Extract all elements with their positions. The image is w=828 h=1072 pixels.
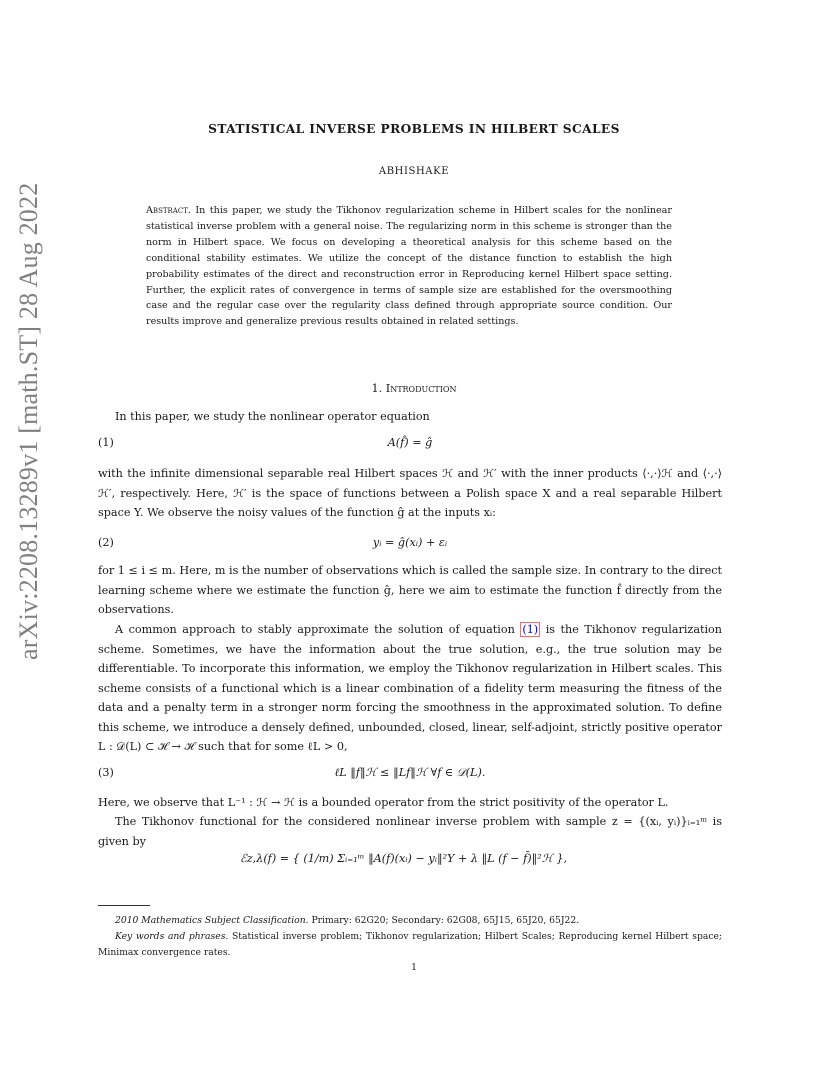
abstract bbox=[146, 203, 672, 330]
paragraph-4-rest: is the Tikhonov regularization scheme. Sometimes, we have the information about the true solution, e.g., the true solution may be differentiable. To incorporate this information, we employ the Tikhonov regularization in Hilbert scales. This scheme consists of a functional which is a linear combination of a fidelity term measuring the fitness of the data and a penalty term in a stronger norm forcing the smoothness in the approximated solution. To define this scheme, we introduce a densely defined, unbounded, closed, linear, self-adjoint, strictly positive operator L : 𝒟(L) ⊂ ℋ → ℋ such that for some ℓL > 0, bbox=[98, 623, 723, 753]
footnote-rule bbox=[98, 905, 150, 906]
paragraph-3: for 1 ≤ i ≤ m. Here, m is the number of observations which is called the sample size. In contrary to the direct learning scheme where we estimate the function ĝ, here we aim to estimate the function f̂ directly from the observations. bbox=[98, 564, 722, 616]
paragraph-4-start: A common approach to stably approximate the solution of equation bbox=[115, 623, 521, 636]
footnote-msc bbox=[98, 913, 722, 929]
paper-title: STATISTICAL INVERSE PROBLEMS IN HILBERT SCALES bbox=[208, 122, 620, 136]
equation-3-number: (3) bbox=[98, 766, 114, 779]
paragraph-2: with the infinite dimensional separable real Hilbert spaces ℋ and ℋ′ with the inner products ⟨·,·⟩ℋ and ⟨·,·⟩ℋ′, respectively. Here, ℋ′ is the space of functions between a Polish space X and a real separable Hilbert space Y. We observe the noisy values of the function ĝ at the inputs xᵢ: bbox=[98, 467, 722, 519]
equation-1: A(f̂) = ĝ bbox=[387, 436, 433, 449]
equation-3: ℓL ‖f‖ℋ ≤ ‖Lf‖ℋ ∀f ∈ 𝒟(L). bbox=[334, 766, 486, 779]
footnote-keywords-text: Statistical inverse problem; Tikhonov regularization; Hilbert Scales; Reproducing kernel Hilbert space; Minimax convergence rates. bbox=[98, 931, 722, 958]
footnote-keywords bbox=[98, 929, 722, 960]
arxiv-id: arXiv:2208.13289v1 [math.ST] 28 Aug 2022 bbox=[14, 182, 43, 660]
abstract-label: Abstract. bbox=[146, 205, 191, 216]
equation-1-link[interactable]: (1) bbox=[522, 623, 539, 636]
paragraph-6: The Tikhonov functional for the considered nonlinear inverse problem with sample z = {(xᵢ, yᵢ)}ᵢ₌₁ᵐ is given by bbox=[98, 815, 722, 848]
footnote-msc-label: 2010 Mathematics Subject Classification. bbox=[115, 915, 309, 926]
arxiv-sidebar-stamp bbox=[14, 182, 43, 680]
equation-4-tikhonov-functional: ℰz,λ(f) = { (1/m) Σᵢ₌₁ᵐ ‖A(f)(xᵢ) − yᵢ‖²Y + λ ‖L (f − f̄)‖²ℋ }, bbox=[240, 852, 568, 865]
equation-2: yᵢ = ĝ(xᵢ) + εᵢ bbox=[372, 536, 448, 549]
section-heading bbox=[0, 382, 828, 395]
abstract-text: In this paper, we study the Tikhonov regularization scheme in Hilbert scales for the nonlinear statistical inverse problem with a general noise. The regularizing norm in this scheme is stronger than the norm in Hilbert space. We focus on developing a theoretical analysis for this scheme based on the conditional stability estimates. We utilize the concept of the distance function to establish the high probability estimates of the direct and reconstruction error in Reproducing kernel Hilbert space setting. Further, the explicit rates of convergence in terms of sample size are established for the oversmoothing case and the regular case over the regularity class defined through appropriate source condition. Our results improve and generalize previous results obtained in related settings. bbox=[146, 205, 672, 328]
section-title: Introduction bbox=[385, 382, 457, 395]
paragraph-4 bbox=[98, 620, 722, 757]
section-number: 1. bbox=[371, 382, 383, 395]
paragraph-1: In this paper, we study the nonlinear operator equation bbox=[115, 410, 430, 423]
paper-author: ABHISHAKE bbox=[378, 166, 450, 177]
page-number: 1 bbox=[411, 962, 417, 973]
equation-1-number: (1) bbox=[98, 436, 114, 449]
paragraph-5: Here, we observe that L⁻¹ : ℋ → ℋ is a bounded operator from the strict positivity of the operator L. bbox=[98, 796, 669, 809]
equation-2-number: (2) bbox=[98, 536, 114, 549]
footnote-msc-text: Primary: 62G20; Secondary: 62G08, 65J15, 65J20, 65J22. bbox=[308, 915, 580, 926]
footnote-keywords-label: Key words and phrases. bbox=[115, 931, 229, 942]
